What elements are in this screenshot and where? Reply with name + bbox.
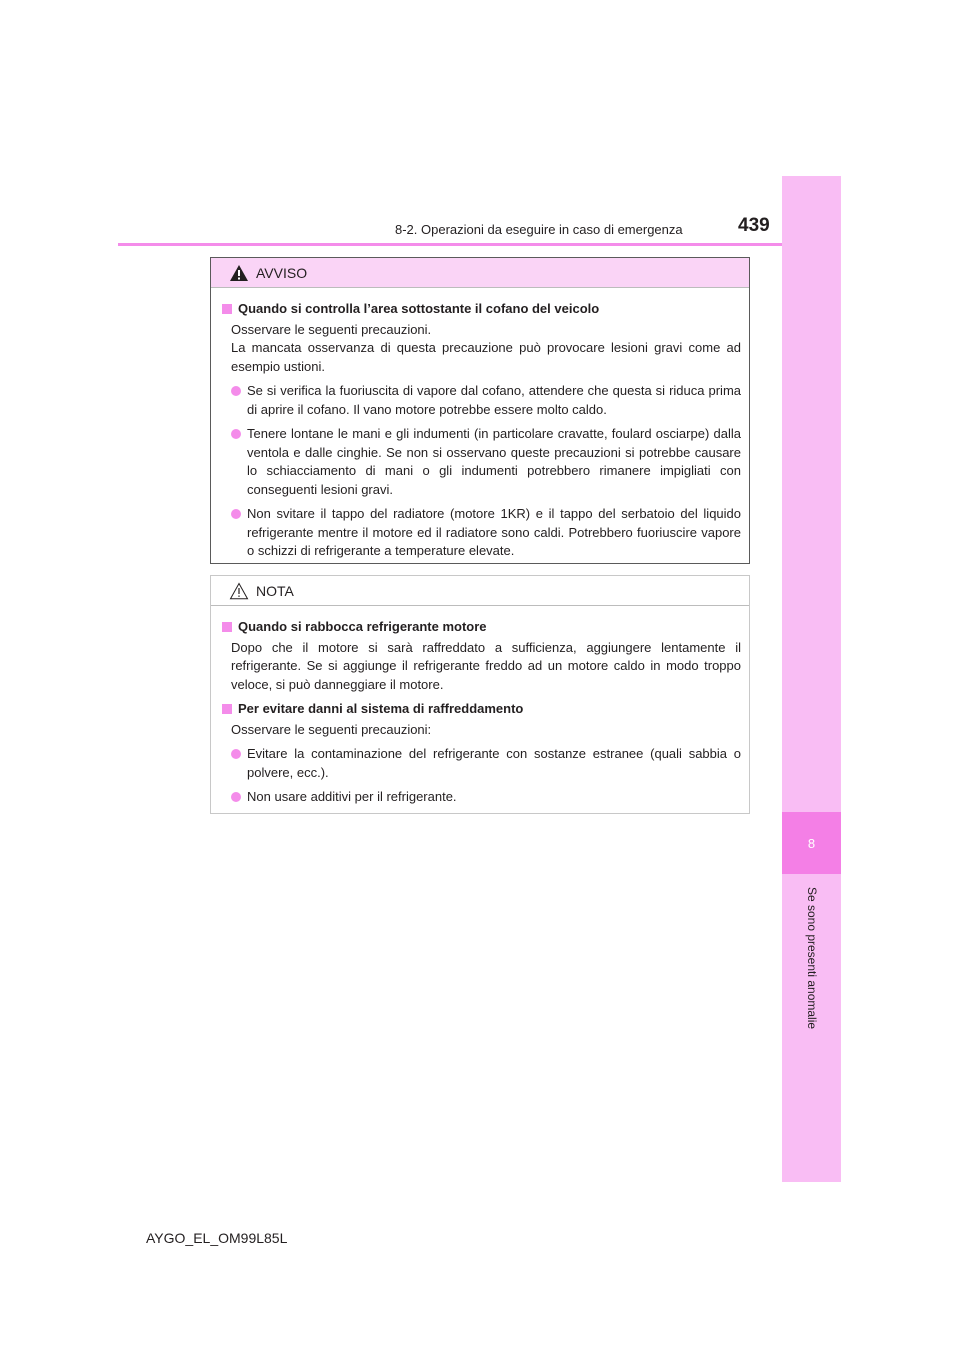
round-bullet-icon [231,429,241,439]
round-bullet-icon [231,749,241,759]
warning-box [210,257,750,564]
header-divider [118,243,782,246]
notice-box-title: NOTA [256,582,294,599]
caution-triangle-icon [229,582,249,600]
notice-paragraph: Osservare le seguenti precauzioni: [231,721,432,737]
square-bullet-icon [222,704,232,714]
notice-section-heading: Quando si rabbocca refrigerante motore [222,618,741,637]
warning-box-header [211,258,749,288]
warning-section-heading: Quando si controlla l’area sottostante il cofano del veicolo [222,300,741,319]
round-bullet-icon [231,792,241,802]
document-code: AYGO_EL_OM99L85L [146,1230,288,1246]
page-number: 439 [738,215,770,236]
chapter-number-tab[interactable] [782,812,841,874]
chapter-side-tab [782,176,841,1182]
notice-paragraph: Dopo che il motore si sarà raffreddato a sufficienza, aggiungere lentamente il refrigerante. Se si aggiunge il refrigerante freddo ad un motore caldo in modo troppo veloce, si può danneggiare il motore. [231,639,741,692]
list-item: Non usare additivi per il refrigerante. [231,788,741,807]
list-item: Non svitare il tappo del radiatore (motore 1KR) e il tappo del serbatoio del liquido refrigerante mentre il motore ed il radiatore sono caldi. Potrebbero fuoriuscire vapore o schizzi di refrigerante a temperature elevate. [231,505,741,561]
warning-paragraph: La mancata osservanza di questa precauzione può provocare lesioni gravi come ad esempio ustioni. [231,340,741,374]
list-item: Tenere lontane le mani e gli indumenti (in particolare cravatte, foulard osciarpe) dalla ventola e dalle cinghie. Se non si osservano queste precauzioni si potrebbe causare lo schiacciamento di mani o gli indumenti potrebbero rimanere impigliati con conseguenti lesioni gravi. [231,425,741,499]
notice-bullet-list [222,745,741,807]
list-item: Evitare la contaminazione del refrigerante con sostanze estranee (quali sabbia o polvere, ecc.). [231,745,741,782]
warning-box-body [211,288,749,561]
round-bullet-icon [231,386,241,396]
warning-bullet-list [222,382,741,561]
warning-triangle-icon [229,264,249,282]
warning-paragraph: Osservare le seguenti precauzioni. [231,321,432,337]
notice-box-body [211,606,749,807]
notice-box-header [211,576,749,606]
notice-section-heading: Per evitare danni al sistema di raffreddamento [222,700,741,719]
chapter-number: 8 [807,835,816,851]
square-bullet-icon [222,622,232,632]
chapter-title-vertical: Se sono presenti anomalie [805,886,819,1030]
notice-box [210,575,750,814]
warning-box-title: AVVISO [256,264,308,281]
list-item: Se si verifica la fuoriuscita di vapore dal cofano, attendere che questa si riduca prima di aprire il cofano. Il vano motore potrebbe essere molto caldo. [231,382,741,419]
square-bullet-icon [222,304,232,314]
section-title: 8-2. Operazioni da eseguire in caso di emergenza [395,222,683,237]
round-bullet-icon [231,509,241,519]
